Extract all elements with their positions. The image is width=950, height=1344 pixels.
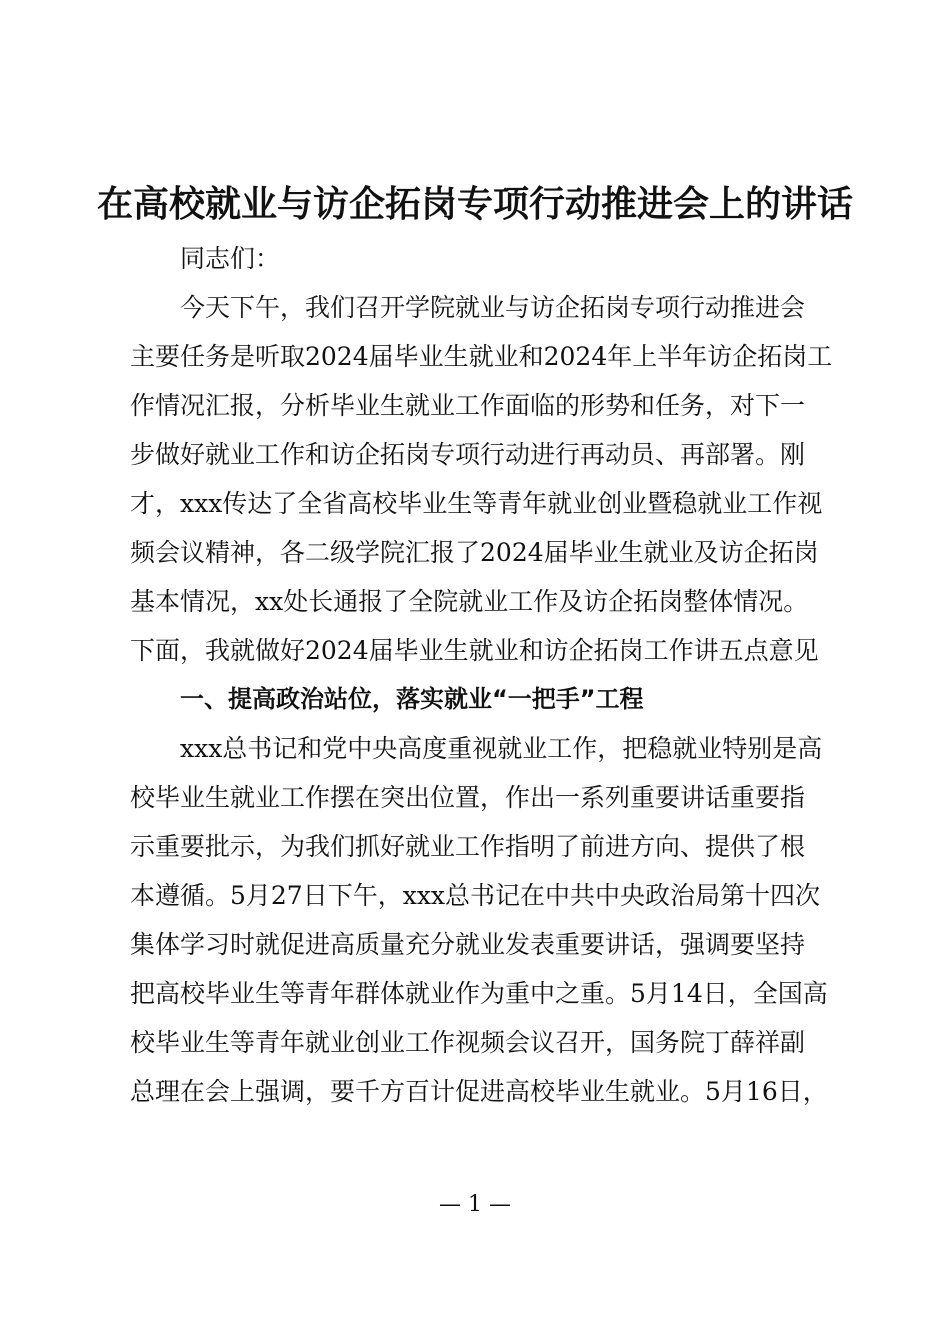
document-title: 在高校就业与访企拓岗专项行动推进会上的讲话 — [96, 183, 853, 225]
page-number: — 1 — — [439, 1192, 511, 1217]
paragraph-line: 集体学习时就促进高质量充分就业发表重要讲话，强调要坚持 — [130, 930, 806, 959]
paragraph-line: 步做好就业工作和访企拓岗专项行动进行再动员、再部署。刚 — [130, 440, 806, 469]
paragraph-line: 下面，我就做好2024届毕业生就业和访企拓岗工作讲五点意见 — [130, 636, 819, 665]
document-body — [130, 234, 855, 1116]
section-heading: 一、提高政治站位，落实就业“一把手”工程 — [180, 685, 644, 713]
paragraph-line: 今天下午，我们召开学院就业与访企拓岗专项行动推进会 — [180, 293, 806, 322]
paragraph-line: 总理在会上强调，要千方百计促进高校毕业生就业。5月16日， — [130, 1077, 828, 1106]
paragraph-line: 把高校毕业生等青年群体就业作为重中之重。5月14日，全国高 — [130, 979, 828, 1008]
paragraph-line: 基本情况，xx处长通报了全院就业工作及访企拓岗整体情况。 — [130, 587, 809, 616]
paragraph-line: 校毕业生等青年就业创业工作视频会议召开，国务院丁薛祥副 — [130, 1028, 806, 1057]
paragraph-line: 校毕业生就业工作摆在突出位置，作出一系列重要讲话重要指 — [130, 783, 806, 812]
paragraph-line: 主要任务是听取2024届毕业生就业和2024年上半年访企拓岗工 — [130, 342, 833, 371]
paragraph-line: 示重要批示，为我们抓好就业工作指明了前进方向、提供了根 — [130, 832, 806, 861]
salutation: 同志们： — [180, 244, 281, 273]
paragraph-line: 作情况汇报，分析毕业生就业工作面临的形势和任务，对下一 — [130, 391, 806, 420]
paragraph-line: 才，xxx传达了全省高校毕业生等青年就业创业暨稳就业工作视 — [130, 489, 823, 518]
paragraph-line: 本遵循。5月27日下午，xxx总书记在中共中央政治局第十四次 — [130, 881, 821, 910]
paragraph-line: xxx总书记和党中央高度重视就业工作，把稳就业特别是高 — [180, 734, 823, 763]
paragraph-line: 频会议精神，各二级学院汇报了2024届毕业生就业及访企拓岗 — [130, 538, 819, 567]
